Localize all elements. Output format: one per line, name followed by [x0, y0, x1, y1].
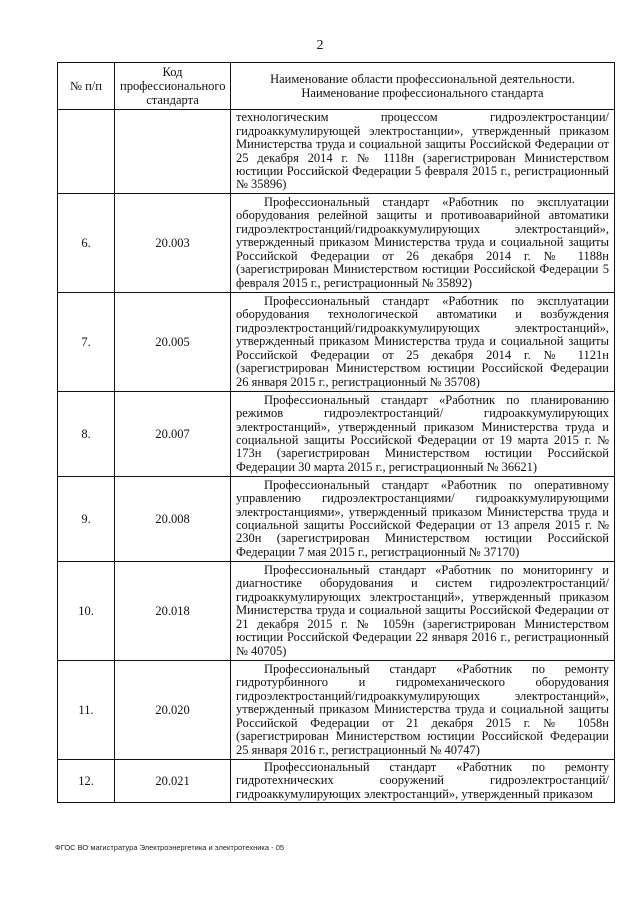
row-desc-text: Профессиональный стандарт «Работник по планированию режимов гидроэлектростанций/ гидроаккумулирующих электростанций», утвержденный приказом Министерства труда и социальной защиты Российской Федерации от 19 марта 2015 г. № 173н (зарегистрирован Министерством юстиции Российской Федерации 30 марта 2015 г., регистрационный № 36621): [236, 392, 609, 474]
row-desc-text: технологическим процессом гидроэлектростанции/ гидроаккумулирующей электростанции», утвержденный приказом Министерства труда и социальной защиты Российской Федерации от 25 декабря 2014 г. № 1118н (зарегистрирован Министерством юстиции Российской Федерации 5 февраля 2015 г., регистрационный № 35896): [236, 110, 609, 192]
row-desc-text: Профессиональный стандарт «Работник по эксплуатации оборудования релейной защиты и противоаварийной автоматики гидроэлектростанций/гидроаккумулирующих электростанций», утвержденный приказом Министерства труда и социальной защиты Российской Федерации от 26 декабря 2014 г. № 1188н (зарегистрирован Министерством юстиции Российской Федерации 5 февраля 2015 г., регистрационный № 35892): [236, 195, 609, 290]
row-code: 20.008: [115, 477, 231, 562]
table-row: [58, 293, 615, 392]
row-desc: [231, 194, 615, 293]
table-row-continuation: [58, 110, 615, 194]
row-code: 20.018: [115, 562, 231, 661]
row-num: 11.: [58, 661, 115, 760]
row-desc: [231, 562, 615, 661]
row-num: 6.: [58, 194, 115, 293]
row-num: [58, 110, 115, 194]
row-desc-text: Профессиональный стандарт «Работник по ремонту гидротехнических сооружений гидроэлектростанций/ гидроаккумулирующих электростанций», утвержденный приказом: [236, 760, 609, 801]
row-desc: [231, 110, 615, 194]
table-row: [58, 392, 615, 477]
row-code: 20.003: [115, 194, 231, 293]
table-row: [58, 562, 615, 661]
row-desc: [231, 477, 615, 562]
row-desc: [231, 293, 615, 392]
row-code: 20.021: [115, 760, 231, 803]
row-code: 20.005: [115, 293, 231, 392]
row-desc: [231, 392, 615, 477]
row-desc-text: Профессиональный стандарт «Работник по ремонту гидротурбинного и гидромеханического оборудования гидроэлектростанций/гидроаккумулирующих электростанций», утвержденный приказом Министерства труда и социальной защиты Российской Федерации от 21 декабря 2015 г. № 1058н (зарегистрирован Министерством юстиции Российской Федерации 25 января 2016 г., регистрационный № 40747): [236, 662, 609, 757]
row-desc: [231, 760, 615, 803]
row-code: 20.020: [115, 661, 231, 760]
header-code: Код профессионального стандарта: [115, 63, 231, 110]
table-row: [58, 661, 615, 760]
table-row: [58, 477, 615, 562]
row-num: 8.: [58, 392, 115, 477]
table-row: [58, 760, 615, 803]
row-desc: [231, 661, 615, 760]
header-num: № п/п: [58, 63, 115, 110]
row-desc-text: Профессиональный стандарт «Работник по эксплуатации оборудования технологической автоматики и возбуждения гидроэлектростанций/гидроаккумулирующих электростанций», утвержденный приказом Министерства труда и социальной защиты Российской Федерации от 25 декабря 2014 г. № 1121н (зарегистрирован Министерством юстиции Российской Федерации 26 января 2015 г., регистрационный № 35708): [236, 294, 609, 389]
row-code: [115, 110, 231, 194]
row-num: 7.: [58, 293, 115, 392]
row-num: 10.: [58, 562, 115, 661]
header-name: Наименование области профессиональной деятельности. Наименование профессионального стандарта: [231, 63, 615, 110]
row-num: 9.: [58, 477, 115, 562]
row-code: 20.007: [115, 392, 231, 477]
table-row: [58, 194, 615, 293]
row-desc-text: Профессиональный стандарт «Работник по мониторингу и диагностике оборудования и систем гидроэлектростанций/ гидроаккумулирующих электростанций», утвержденный приказом Министерства труда и социальной защиты Российской Федерации от 21 декабря 2015 г. № 1059н (зарегистрирован Министерством юстиции Российской Федерации 22 января 2016 г., регистрационный № 40705): [236, 563, 609, 658]
document-footer: ФГОС ВО магистратура Электроэнергетика и электротехника - 05: [55, 843, 285, 852]
page-number: 2: [316, 38, 324, 53]
professional-standards-table: [57, 62, 615, 803]
row-num: 12.: [58, 760, 115, 803]
table-header-row: [58, 63, 615, 110]
row-desc-text: Профессиональный стандарт «Работник по оперативному управлению гидроэлектростанциями/ гидроаккумулирующими электростанциями», утвержденный приказом Министерства труда и социальной защиты Российской Федерации от 13 апреля 2015 г. № 230н (зарегистрирован Министерством юстиции Российской Федерации 7 мая 2015 г., регистрационный № 37170): [236, 477, 609, 559]
